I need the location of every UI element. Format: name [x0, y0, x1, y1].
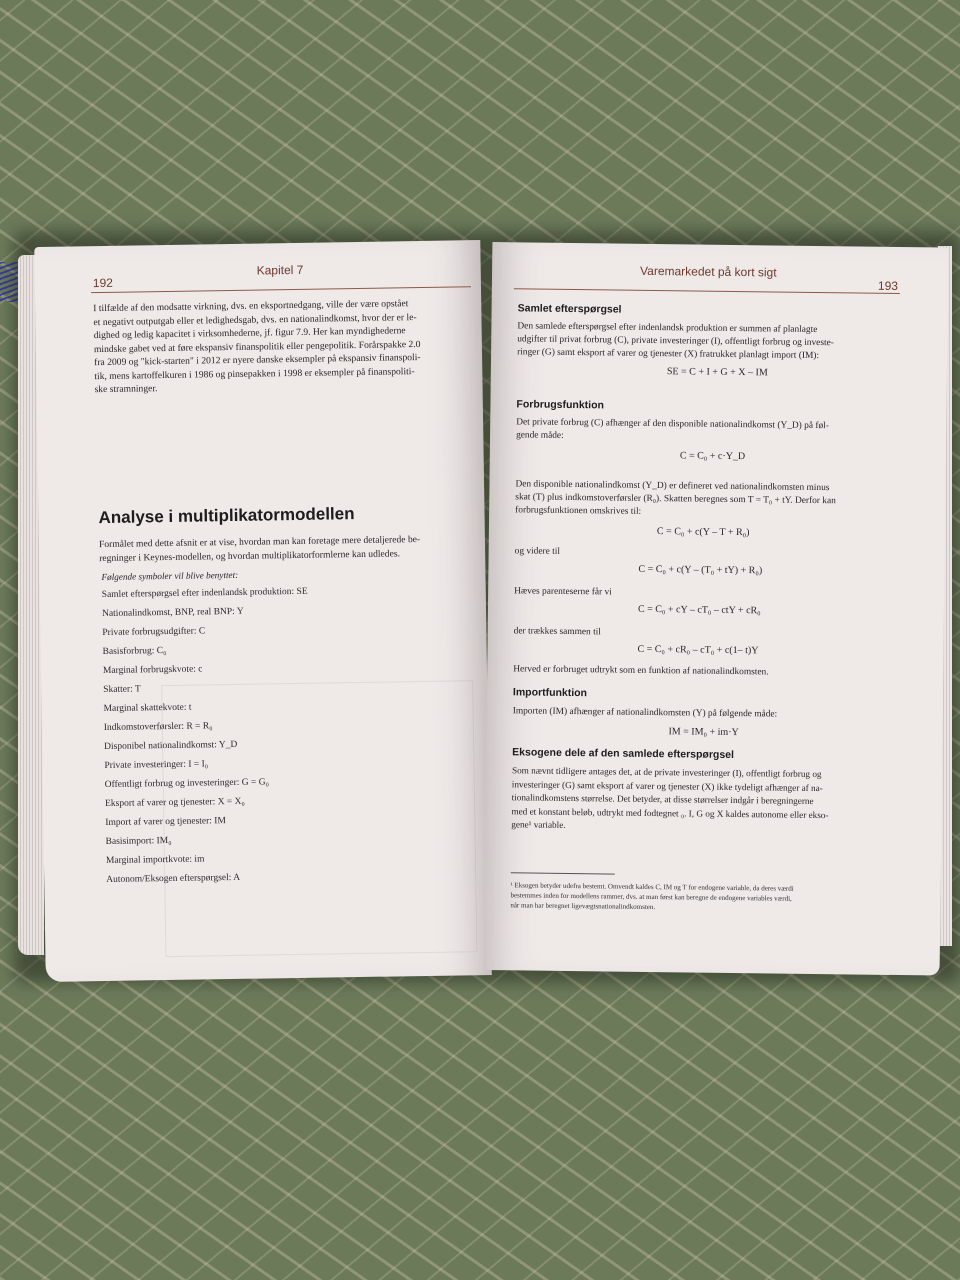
text-line: ske stramninger. [94, 383, 158, 396]
symbol-item: Disponibel nationalindkomst: Y_D [104, 739, 238, 753]
symbol-item: Import af varer og tjenester: IM [105, 816, 226, 829]
symbol-item: Nationalindkomst, BNP, real BNP: Y [101, 606, 244, 620]
text-line: tionalindkomstens størrelse. Det betyder, at disse størrelser indgår i beregningerne [511, 792, 814, 806]
disp-paragraph [515, 478, 836, 521]
text-line: Som nævnt tidligere antages det, at de private investeringer (I), offentligt forbrug og [511, 765, 822, 780]
text-line: dighed og ledig kapacitet i virksomhederne, jf. figur 7.9. Her kan myndighederne [93, 325, 406, 342]
heading-import: Importfunktion [512, 686, 588, 700]
heading-samlet: Samlet efterspørgsel [517, 302, 622, 316]
equation-c4: C = C₀ + cY – cT₀ – ctY + cR₀ [637, 603, 761, 617]
text-line: gene¹ variable. [511, 819, 566, 830]
header-rule-right [514, 288, 900, 294]
running-head-right: Varemarkedet på kort sigt [640, 263, 777, 280]
heading-eksogene: Eksogene dele af den samlede efterspørgsel [512, 746, 735, 762]
text-line: tik, mens kartoffelkuren i 1986 og pinsepakken i 1998 er eksempler på finanspoliti- [94, 365, 415, 382]
symbols-intro: Følgende symboler vil blive benyttet: [101, 569, 239, 583]
text-line: med et konstant beløb, udtrykt med fodtegnet ₀. I, G og X kaldes autonome eller ekso- [511, 805, 829, 820]
symbol-item: Private investeringer: I = I₀ [104, 759, 209, 772]
header-rule-left [91, 286, 471, 293]
footnote-line: ¹ Eksogen betyder udefra bestemt. Omvendt kaldes C, IM og T for endogene variable, da deres værdi [510, 881, 794, 893]
text-line: I tilfælde af den modsatte virkning, dvs. en eksportnedgang, ville der være opstået [93, 298, 409, 315]
text-haeves: Hæves parenteserne får vi [514, 586, 612, 598]
symbol-item: Indkomstoverførsler: R = R₀ [103, 721, 213, 734]
symbol-item: Basisforbrug: C₀ [102, 646, 167, 658]
intro-paragraph [93, 297, 421, 397]
left-page [34, 240, 491, 982]
text-line: Det private forbrug (C) afhænger af den disponible nationalindkomst (Y_D) på føl- [516, 417, 829, 432]
heading-forbrug: Forbrugsfunktion [516, 398, 605, 412]
text-line: mindske gabet ved at føre ekspansiv finanspolitik eller pengepolitik. Forårspakke 2.0 [93, 338, 421, 355]
text-line: ringer (G) samt eksport af varer og tjenester (X) fratrukket planlagt import (IM): [517, 347, 820, 362]
text-traekkes: der trækkes sammen til [513, 626, 601, 638]
running-head-left: Kapitel 7 [256, 262, 304, 278]
footnote-line: når man har beregnet ligevægtsnationalindkomsten. [510, 901, 656, 912]
equation-c1: C = C₀ + c·Y_D [679, 450, 746, 463]
equation-c2: C = C₀ + c(Y – T + R₀) [656, 526, 750, 539]
symbol-item: Marginal forbrugskvote: c [102, 664, 203, 677]
text-line: Den disponible nationalindkomst (Y_D) er defineret ved nationalindkomsten minus [515, 479, 830, 494]
import-paragraph: Importen (IM) afhænger af nationalindkomsten (Y) på følgende måde: [512, 706, 778, 720]
text-line: et negativt outputgab eller et ledighedsgab, dvs. en nationalindkomst, hvor der er le- [93, 311, 417, 328]
text-line: udgifter til privat forbrug (C), private investeringer (I), offentligt forbrug og investe- [517, 334, 834, 349]
symbol-item: Marginal skattekvote: t [103, 702, 192, 715]
text-line: investeringer (G) samt eksport af varer og tjenester (X) ikke tydeligt afhænger af na- [511, 778, 823, 793]
text-line: forbrugsfunktionen omskrives til: [515, 505, 642, 517]
section-intro [99, 533, 421, 566]
symbol-item: Eksport af varer og tjenester: X = X₀ [104, 796, 245, 810]
text-herved: Herved er forbruget udtrykt som en funktion af nationalindkomsten. [513, 664, 769, 678]
text-line: gende måde: [516, 430, 564, 441]
text-line: regninger i Keynes-modellen, og hvordan multiplikatorformlerne kan udledes. [99, 548, 401, 565]
equation-c5: C = C₀ + cR₀ – cT₀ + c(1– t)Y [637, 643, 759, 657]
samlet-paragraph [517, 320, 834, 363]
page-number-left: 192 [92, 275, 113, 291]
section-title: Analyse i multiplikatormodellen [98, 504, 355, 528]
right-page [484, 242, 949, 976]
equation-se: SE = C + I + G + X – IM [666, 366, 768, 379]
symbol-item: Samlet efterspørgsel efter indenlandsk produktion: SE [101, 586, 308, 601]
equation-c3: C = C₀ + c(Y – (T₀ + tY) + R₀) [638, 563, 763, 577]
symbol-item: Autonom/Eksogen efterspørgsel: A [106, 872, 241, 885]
equation-im: IM = IM₀ + im·Y [668, 726, 739, 739]
symbol-item: Basisimport: IM₀ [105, 835, 172, 848]
text-line: Formålet med dette afsnit er at vise, hvordan man kan foretage mere detaljerede be- [98, 534, 421, 551]
forbrug-paragraph [516, 416, 829, 446]
symbol-item: Marginal importkvote: im [105, 854, 205, 867]
page-number-right: 193 [877, 278, 899, 293]
footnote [510, 880, 793, 913]
text-line: Den samlede efterspørgsel efter indenlandsk produktion er summen af planlagte [517, 321, 818, 336]
text-line: skat (T) plus indkomstoverførsler (R₀). Skatten beregnes som T = T₀ + tY. Derfor kan [515, 492, 836, 507]
text-line: fra 2009 og "kick-starten" i 2012 er nyere danske eksempler på ekspansiv finanspoli- [94, 351, 421, 369]
symbol-item: Offentligt forbrug og investeringer: G = G₀ [104, 777, 269, 791]
footnote-line: bestemmes inden for modellens rammer, dvs. at man først kan beregne de endogene variables værdi, [510, 891, 792, 903]
footnote-rule [511, 872, 615, 874]
text-videre: og videre til [514, 546, 561, 557]
symbol-item: Skatter: T [103, 684, 141, 696]
eksogene-paragraph [511, 764, 829, 835]
symbol-item: Private forbrugsudgifter: C [102, 626, 206, 639]
